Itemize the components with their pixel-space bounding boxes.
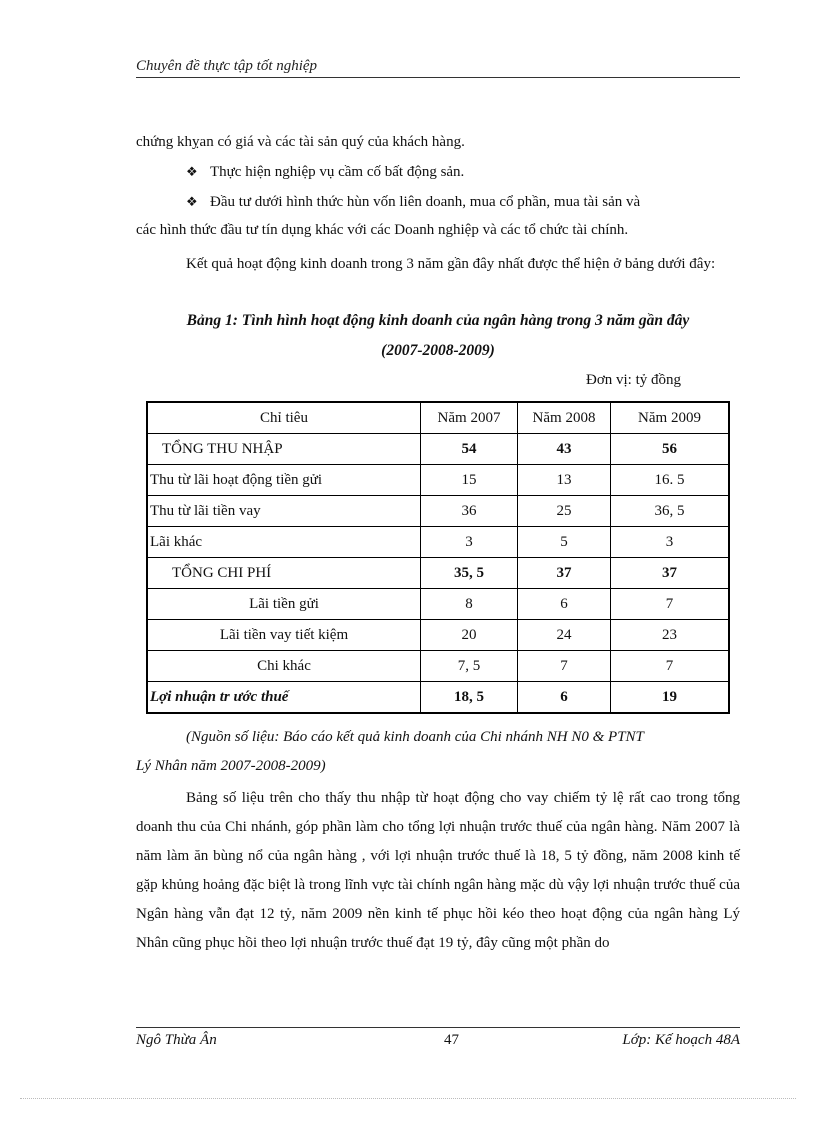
- cell-2007: 20: [421, 620, 518, 651]
- table-source: (Nguồn số liệu: Báo cáo kết quả kinh doanh của Chi nhánh NH N0 & PTNT: [186, 729, 644, 745]
- table-row: [147, 527, 729, 558]
- header-cell: Chỉ tiêu: [147, 402, 421, 434]
- cell-2008: 6: [518, 682, 611, 714]
- cell-2008: 25: [518, 496, 611, 527]
- page-header: [136, 58, 740, 78]
- cell-2009: 56: [611, 434, 730, 465]
- cell-2009: 7: [611, 589, 730, 620]
- cell-2007: 18, 5: [421, 682, 518, 714]
- cell-2009: 36, 5: [611, 496, 730, 527]
- bullet-continuation: các hình thức đầu tư tín dụng khác với các Doanh nghiệp và các tổ chức tài chính.: [136, 222, 629, 238]
- analysis-paragraph: Bảng số liệu trên cho thấy thu nhập từ hoạt động cho vay chiếm tỷ lệ rất cao trong tổng doanh thu của Chi nhánh, góp phần làm cho tổng lợi nhuận trước thuế của ngân hàng. Năm 2007 là năm làm ăn bùng nổ của ngân hàng , với lợi nhuận trước thuế là 18, 5 tỷ đồng, năm 2008 kinh tế gặp khủng hoảng đặc biệt là trong lĩnh vực tài chính ngân hàng mặc dù vậy lợi nhuận trước thuế của Ngân hàng vẫn đạt 12 tỷ, năm 2009 nền kinh tế phục hồi kéo theo hoạt động của ngân hàng Lý Nhân cũng phục hồi theo lợi nhuận trước thuế đạt 19 tỷ, đây cũng một phần do: [136, 790, 740, 951]
- cell-2009: 7: [611, 651, 730, 682]
- unit-label: Đơn vị: tỷ đồng: [586, 372, 682, 388]
- cell-2007: 7, 5: [421, 651, 518, 682]
- cell-2009: 37: [611, 558, 730, 589]
- header-title: Chuyên đề thực tập tốt nghiệp: [136, 58, 318, 74]
- cell-2008: 37: [518, 558, 611, 589]
- cell-2007: 54: [421, 434, 518, 465]
- bullet-text: Thực hiện nghiệp vụ cầm cố bất động sản.: [210, 164, 465, 180]
- bullet-text: Đầu tư dưới hình thức hùn vốn liên doanh, mua cổ phần, mua tài sản và: [210, 194, 641, 210]
- cell-2008: 6: [518, 589, 611, 620]
- table-row: [147, 558, 729, 589]
- row-label: Lãi khác: [147, 527, 421, 558]
- cell-2009: 16. 5: [611, 465, 730, 496]
- body-line: chứng khỵan có giá và các tài sản quý của khách hàng.: [136, 134, 465, 150]
- table-header-row: [147, 402, 729, 434]
- row-label: Thu từ lãi hoạt động tiền gửi: [147, 465, 421, 496]
- cell-2009: 23: [611, 620, 730, 651]
- table-row: [147, 496, 729, 527]
- row-label: Lãi tiền vay tiết kiệm: [147, 620, 421, 651]
- table-caption-years: (2007-2008-2009): [381, 342, 495, 359]
- cell-2007: 8: [421, 589, 518, 620]
- table-row: [147, 589, 729, 620]
- cell-2008: 24: [518, 620, 611, 651]
- row-label: TỔNG THU NHẬP: [147, 434, 421, 465]
- diamond-bullet-icon: ❖: [186, 164, 198, 179]
- cell-2008: 7: [518, 651, 611, 682]
- diamond-bullet-icon: ❖: [186, 194, 198, 209]
- row-label: TỔNG CHI PHÍ: [147, 558, 421, 589]
- cell-2008: 43: [518, 434, 611, 465]
- cell-2008: 5: [518, 527, 611, 558]
- page-footer: [136, 1027, 740, 1050]
- footer-class: Lớp: Kế hoạch 48A: [622, 1032, 740, 1048]
- intro-paragraph: Kết quả hoạt động kinh doanh trong 3 năm gần đây nhất được thể hiện ở bảng dưới đây:: [186, 256, 716, 272]
- header-cell: Năm 2008: [518, 402, 611, 434]
- cell-2007: 36: [421, 496, 518, 527]
- row-label: Thu từ lãi tiền vay: [147, 496, 421, 527]
- table-row: [147, 682, 729, 714]
- header-cell: Năm 2009: [611, 402, 730, 434]
- results-table: [146, 401, 730, 714]
- cell-2008: 13: [518, 465, 611, 496]
- cell-2007: 15: [421, 465, 518, 496]
- page-number: 47: [444, 1032, 459, 1048]
- cell-2007: 3: [421, 527, 518, 558]
- row-label: Lãi tiền gửi: [147, 589, 421, 620]
- cell-2007: 35, 5: [421, 558, 518, 589]
- bullet-item: [186, 187, 740, 217]
- table-source-cont: Lý Nhân năm 2007-2008-2009): [136, 758, 326, 774]
- page-edge-divider: [20, 1098, 796, 1099]
- header-cell: Năm 2007: [421, 402, 518, 434]
- cell-2009: 3: [611, 527, 730, 558]
- cell-2009: 19: [611, 682, 730, 714]
- table-caption: Bảng 1: Tình hình hoạt động kinh doanh của ngân hàng trong 3 năm gần đây: [186, 312, 690, 329]
- bullet-item: [186, 157, 464, 187]
- table-row: [147, 434, 729, 465]
- row-label: Lợi nhuận tr ước thuế: [147, 682, 421, 714]
- footer-author: Ngô Thừa Ân: [136, 1032, 217, 1048]
- table-row: [147, 651, 729, 682]
- table-row: [147, 620, 729, 651]
- table-row: [147, 465, 729, 496]
- row-label: Chi khác: [147, 651, 421, 682]
